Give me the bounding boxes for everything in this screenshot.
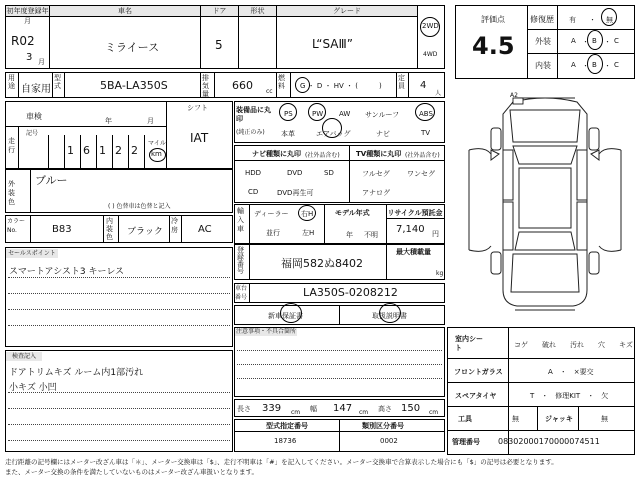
height-value: 150 bbox=[401, 403, 421, 414]
inspector-line1: ドアトリムキズ ルーム内1部汚れ bbox=[9, 368, 144, 378]
color-no-label: カラーNo. bbox=[7, 218, 26, 234]
equip-navi: ナビ bbox=[376, 130, 390, 138]
miles-unit: マイル bbox=[148, 140, 166, 147]
type-label: 型式 bbox=[54, 74, 61, 90]
glass-label: フロントガラス bbox=[454, 368, 503, 376]
tools-label: 工具 bbox=[458, 415, 472, 423]
mileage-digit: 1 bbox=[67, 144, 74, 157]
mileage-digit: 1 bbox=[99, 144, 106, 157]
max-load-label: 最大積載量 bbox=[396, 248, 431, 256]
exterior-grade-label: 外装 bbox=[535, 37, 551, 46]
grade-option: ・ bbox=[604, 62, 611, 70]
footer-line1: 走行距離の記号欄にはメーター改ざん車は「＊」、メーター交換車は「$」、走行不明車は「#」を記入してください。メーター交換車で合算表示した場合にも「$」の記号は必要となります。 bbox=[5, 458, 558, 466]
drive-4wd: 4WD bbox=[423, 51, 438, 58]
footer-line2: また、メーター交換の条件を満たしていないものはメーター改ざん車扱いとなります。 bbox=[5, 468, 258, 476]
mileage-col-label: 記号 bbox=[26, 130, 39, 137]
spare-label: スペアタイヤ bbox=[455, 392, 497, 400]
chassis-label: 車台番号 bbox=[235, 285, 248, 301]
interior-grade-circle bbox=[587, 54, 603, 74]
length-value: 339 bbox=[262, 403, 282, 414]
grade-option: A bbox=[571, 61, 576, 69]
equip-abs-circle bbox=[415, 103, 435, 121]
mileage-digit: 6 bbox=[83, 144, 90, 157]
model-year-unknown: 不明 bbox=[364, 231, 378, 239]
inspector-line2: 小キズ 小凹 bbox=[9, 383, 57, 393]
tv-fullseg: フルセグ bbox=[362, 170, 390, 178]
recycle-unit: 円 bbox=[432, 230, 439, 238]
equip-leather: 本革 bbox=[281, 130, 295, 138]
class-value: 0002 bbox=[380, 437, 398, 445]
displacement-label: 排気量 bbox=[202, 74, 209, 98]
navi-sub: (社外品含む) bbox=[305, 152, 340, 159]
management-value: 08302000170000074511 bbox=[498, 437, 600, 446]
repair-no: 無 bbox=[606, 16, 613, 24]
width-label: 幅 bbox=[310, 405, 317, 413]
tv-oneseg: ワンセグ bbox=[407, 170, 435, 178]
class-label: 類別区分番号 bbox=[362, 422, 404, 430]
equip-pw: PW bbox=[312, 110, 324, 118]
repair-label: 修復歴 bbox=[530, 15, 554, 24]
seat-label: 室内シート bbox=[455, 335, 483, 352]
seat-options: コゲ 破れ 汚れ 穴 キズ bbox=[514, 341, 633, 349]
height-label: 高さ bbox=[378, 405, 392, 413]
equipment-label: 装備品に丸印 bbox=[236, 106, 271, 123]
import-rh-circle bbox=[298, 205, 316, 221]
inspector-label: 検査記入 bbox=[6, 352, 42, 361]
score-value: 4.5 bbox=[472, 32, 515, 60]
warranty-manual-circle bbox=[379, 303, 401, 323]
ac-value: AC bbox=[198, 224, 212, 235]
tv-sub: (社外品含む) bbox=[405, 152, 440, 159]
equip-pw-circle bbox=[308, 103, 326, 121]
exterior-grade-circle bbox=[587, 30, 603, 50]
tv-analog: アナログ bbox=[362, 189, 390, 197]
exterior-color: ブルー bbox=[35, 174, 68, 187]
grade-option: B bbox=[592, 37, 597, 45]
ac-label: 冷房 bbox=[171, 217, 178, 234]
type-approval-value: 18736 bbox=[274, 437, 297, 445]
height-unit: cm bbox=[429, 409, 439, 416]
shape-label: 形状 bbox=[239, 6, 276, 16]
length-unit: cm bbox=[291, 409, 301, 416]
grade-option: C bbox=[614, 61, 619, 69]
equip-ps: PS bbox=[284, 110, 293, 118]
score-label: 評価点 bbox=[481, 15, 505, 24]
diagram-mark-a2: A2 bbox=[510, 92, 518, 99]
recycle-label: リサイクル預託金 bbox=[387, 209, 443, 217]
sales-point-block bbox=[5, 247, 233, 347]
grade-option: ・ bbox=[582, 38, 589, 46]
shift-value: IAT bbox=[190, 131, 209, 145]
recycle-value: 7,140 bbox=[396, 224, 425, 235]
mileage-label: 走行 bbox=[8, 137, 15, 154]
import-rh: 右H bbox=[301, 210, 314, 218]
use-value: 自家用 bbox=[21, 84, 51, 95]
color-no-value: B83 bbox=[52, 224, 72, 235]
sales-point-label: セールスポイント bbox=[6, 249, 58, 258]
navi-dvd-play: DVD再生可 bbox=[277, 189, 314, 197]
equipment-sublabel: (純正のみ) bbox=[236, 129, 265, 136]
capacity-value: 4 bbox=[420, 80, 427, 91]
jack-label: ジャッキ bbox=[545, 415, 573, 423]
import-parallel: 並行 bbox=[266, 229, 280, 237]
doors-label: ドア bbox=[201, 6, 238, 16]
navi-cd: CD bbox=[248, 188, 259, 196]
sales-point-text: スマートアシスト3 キーレス bbox=[9, 267, 125, 277]
chassis-value: LA350S-0208212 bbox=[303, 286, 398, 299]
spare-options: T ・ 修理KIT ・ 欠 bbox=[530, 392, 609, 400]
jack-value: 無 bbox=[601, 415, 608, 423]
drive-2wd: 2WD bbox=[422, 22, 439, 30]
shift-label: シフト bbox=[187, 104, 208, 112]
management-label: 管理番号 bbox=[452, 438, 480, 446]
first-reg-label: 初年度登録年月 bbox=[6, 7, 49, 25]
capacity-label: 定員 bbox=[398, 74, 405, 90]
model-value: 5BA-LA350S bbox=[100, 79, 168, 92]
import-label: 輸入車 bbox=[237, 207, 244, 233]
width-value: 147 bbox=[333, 403, 353, 414]
exterior-label: 外装色 bbox=[8, 180, 15, 206]
exterior-note: ( ) 色替車は色替と記入 bbox=[108, 203, 171, 210]
month-unit: 月 bbox=[38, 58, 45, 66]
cc-unit: cc bbox=[266, 88, 273, 95]
inspection-year: 年 bbox=[105, 117, 112, 125]
mileage-digit: 2 bbox=[115, 144, 122, 157]
inspection-month: 月 bbox=[147, 117, 154, 125]
equip-aw: AW bbox=[339, 110, 351, 118]
mileage-digit: 2 bbox=[131, 144, 138, 157]
displacement-value: 660 bbox=[232, 79, 253, 92]
fuel-options: G ・ D ・ HV ・ ( ) bbox=[300, 82, 382, 90]
import-lh: 左H bbox=[302, 229, 315, 237]
use-label: 用途 bbox=[8, 74, 15, 90]
warranty-book: 新車保証書 bbox=[268, 312, 303, 320]
grade-option: C bbox=[614, 37, 619, 45]
navi-label: ナビ種類に丸印 bbox=[252, 150, 301, 158]
model-year-year: 年 bbox=[346, 231, 353, 239]
navi-sd: SD bbox=[324, 169, 334, 177]
warranty-manual: 取扱説明書 bbox=[372, 312, 407, 320]
reg-era: R02 bbox=[11, 34, 35, 48]
equip-tv: TV bbox=[421, 129, 431, 137]
notes-label: 注意事項・不具合箇所 bbox=[235, 328, 296, 335]
glass-options: A ・ ×要交 bbox=[548, 368, 594, 376]
car-name-label: 車名 bbox=[50, 6, 200, 16]
max-load-unit: kg bbox=[436, 270, 444, 277]
fuel-label: 燃料 bbox=[278, 74, 285, 90]
navi-dvd: DVD bbox=[287, 169, 303, 177]
grade-option: ・ bbox=[604, 38, 611, 46]
persons-unit: 人 bbox=[435, 90, 442, 97]
equip-airbag: エアバッグ bbox=[316, 130, 351, 138]
km-unit: km bbox=[151, 150, 162, 158]
equip-ps-circle bbox=[279, 103, 297, 121]
length-label: 長さ bbox=[237, 405, 251, 413]
tv-label: TV種類に丸印 bbox=[356, 150, 402, 158]
equip-sunroof: サンルーフ bbox=[365, 111, 400, 119]
grade-option: A bbox=[571, 37, 576, 45]
reg-month: 3 bbox=[26, 52, 33, 63]
interior-color-label: 内装色 bbox=[106, 217, 113, 241]
notes-block bbox=[234, 327, 445, 397]
fuel-gas-circle bbox=[295, 77, 310, 93]
interior-grade-label: 内装 bbox=[535, 61, 551, 70]
car-name: ミライース bbox=[105, 41, 160, 54]
warranty-book-circle bbox=[280, 303, 302, 323]
grade-option: ・ bbox=[582, 62, 589, 70]
repair-sep: ・ bbox=[589, 16, 596, 24]
equip-abs: ABS bbox=[419, 110, 433, 118]
grade-option: B bbox=[592, 61, 597, 69]
model-year-label: モデル年式 bbox=[335, 209, 370, 217]
grade-value: L“SAⅢ” bbox=[312, 37, 354, 51]
inspection-label: 車検 bbox=[26, 112, 42, 121]
repair-yes: 有 bbox=[569, 16, 576, 24]
registration-label: 登録番号 bbox=[237, 246, 244, 275]
grade-label: グレード bbox=[277, 6, 417, 16]
car-damage-diagram bbox=[455, 90, 635, 315]
interior-color-value: ブラック bbox=[127, 227, 163, 237]
registration-value: 福岡582ぬ8402 bbox=[281, 257, 363, 270]
doors-value: 5 bbox=[215, 38, 223, 52]
type-approval-label: 型式指定番号 bbox=[266, 422, 308, 430]
import-dealer: ディーラー bbox=[254, 210, 289, 218]
width-unit: cm bbox=[359, 409, 369, 416]
repair-no-circle bbox=[601, 8, 617, 26]
tools-value: 無 bbox=[512, 415, 519, 423]
navi-hdd: HDD bbox=[245, 169, 262, 177]
equip-airbag-circle bbox=[322, 118, 342, 138]
